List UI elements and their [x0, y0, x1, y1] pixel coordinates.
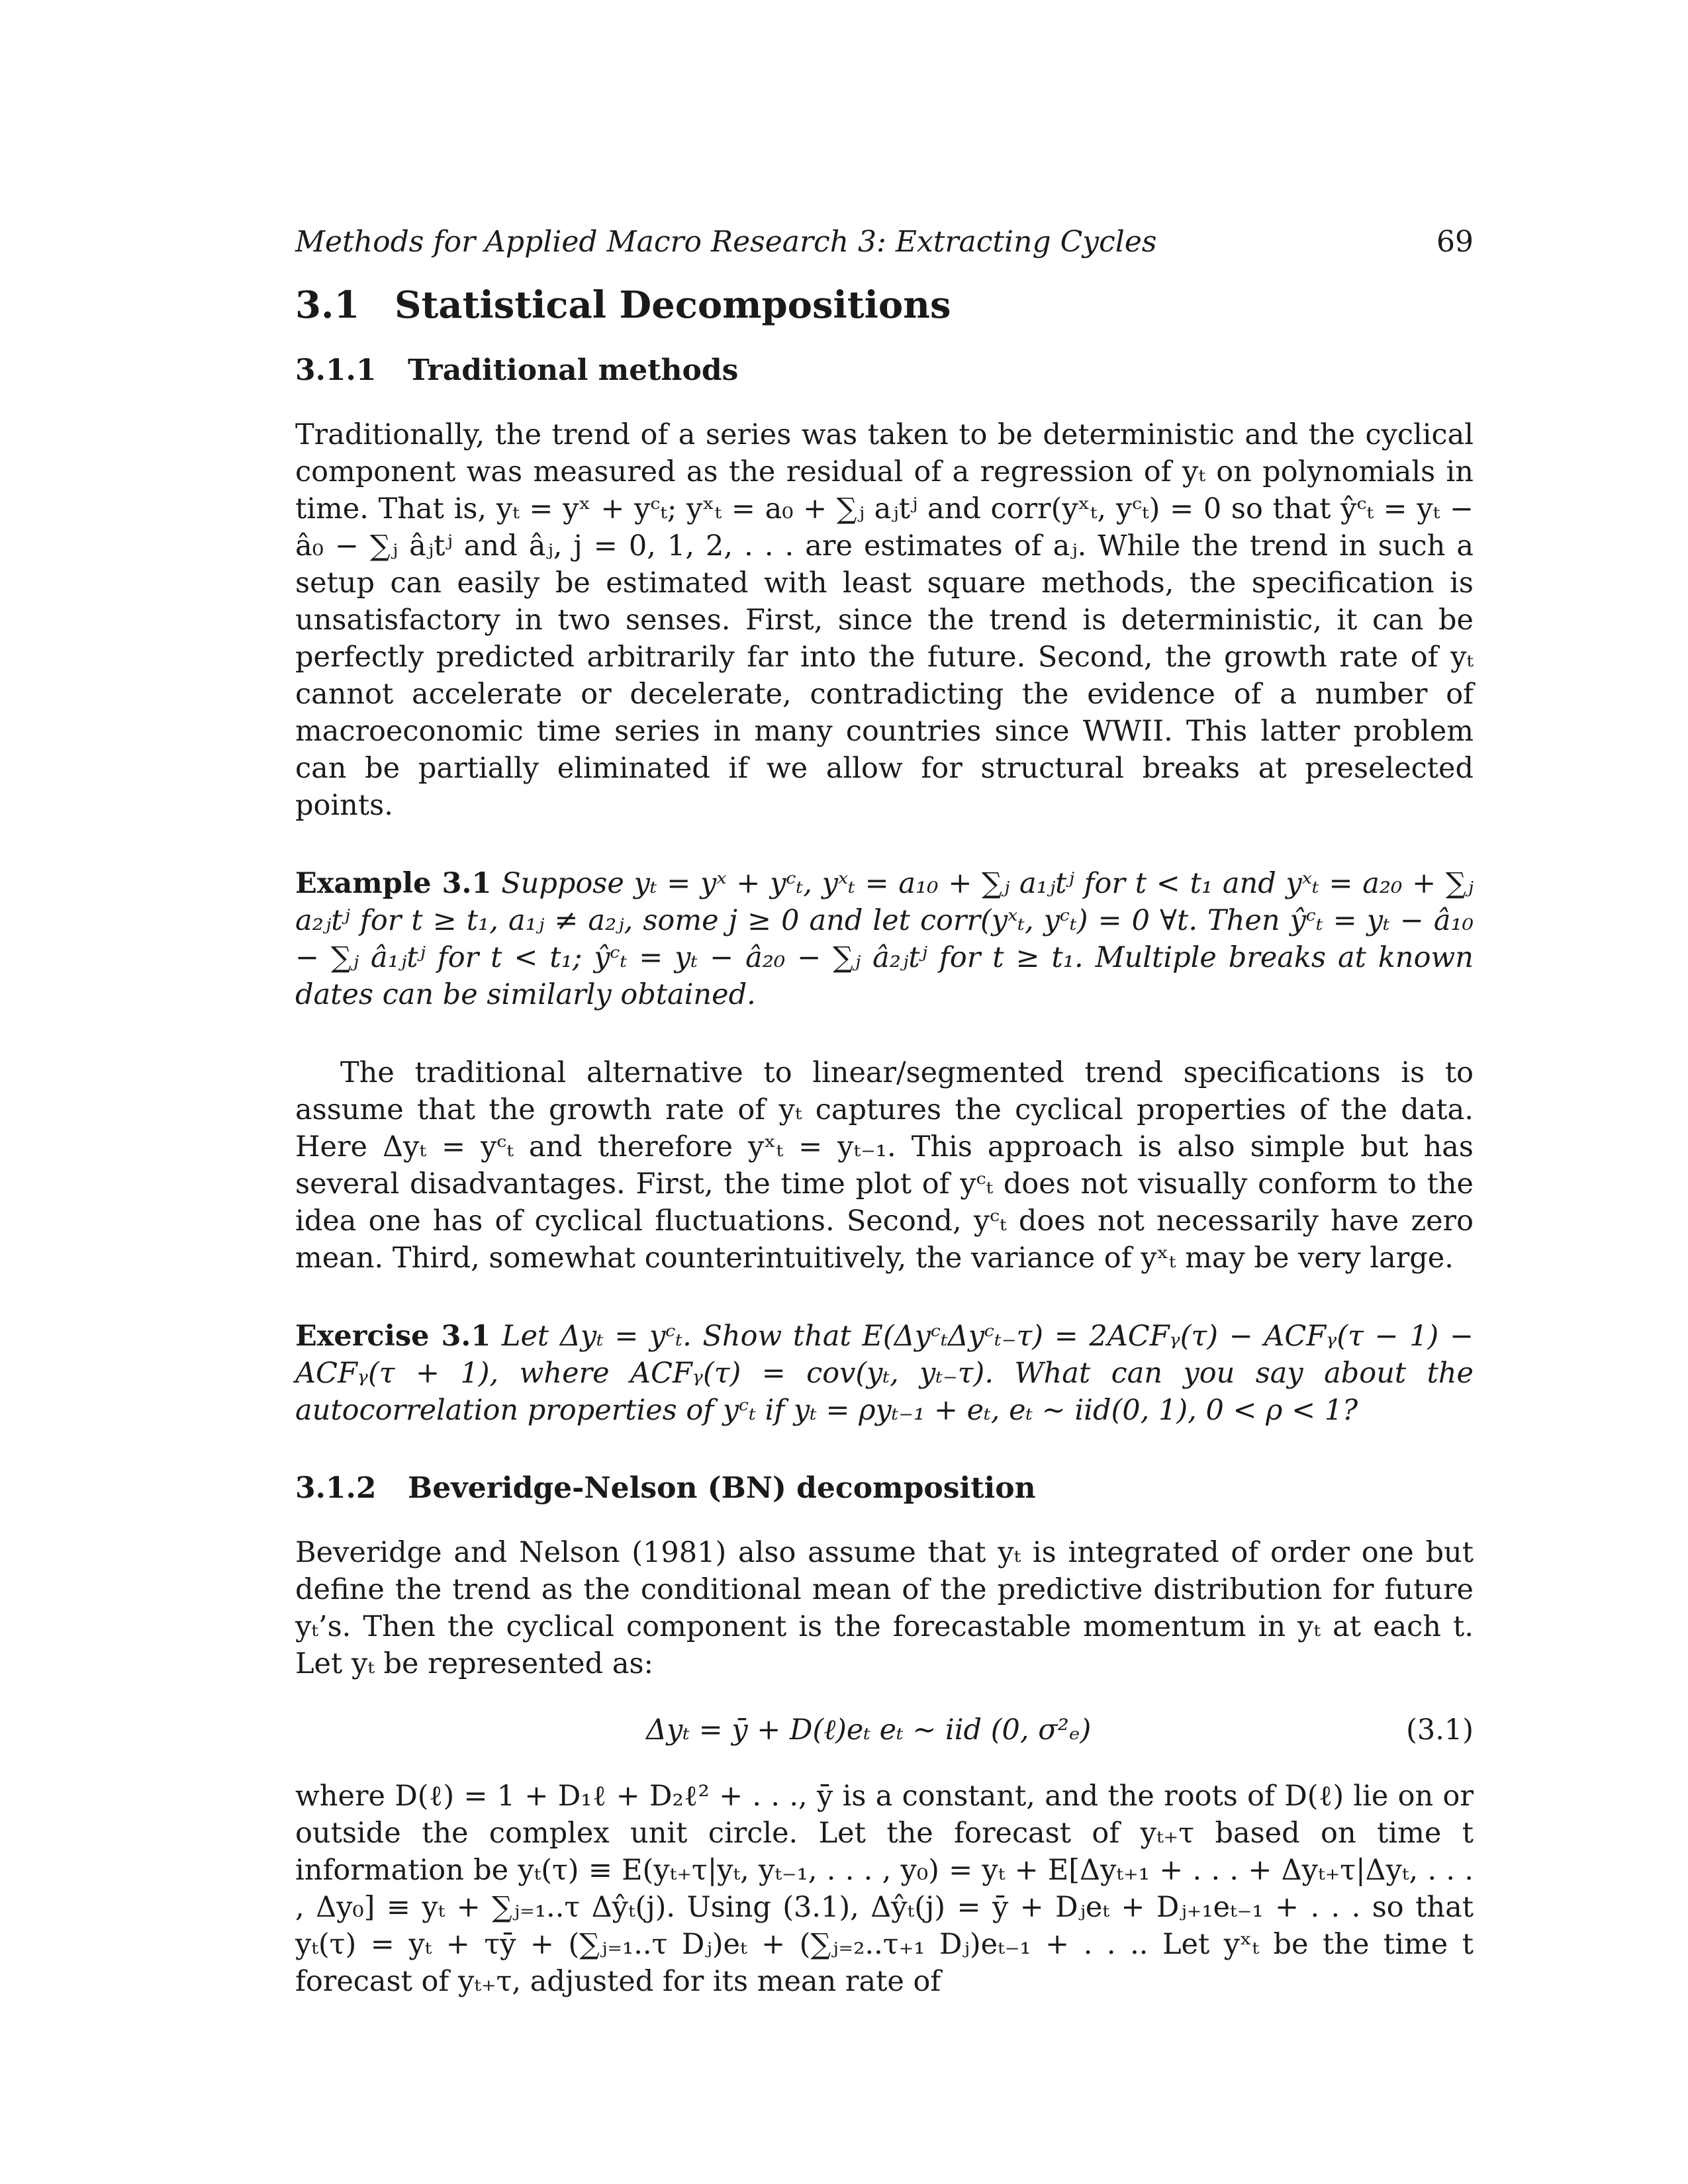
exercise-label: Exercise 3.1	[295, 1320, 491, 1353]
paragraph-growth-rate: The traditional alternative to linear/segmented trend specifications is to assume that the growth rate of yₜ captures the cyclical properties of the data. Here Δyₜ = yᶜₜ and therefore yˣₜ = yₜ₋₁. This approach is also simple but has several disadvantages. First, the time plot of yᶜₜ does not visually conform to the idea one has of cyclical fluctuations. Second, yᶜₜ does not necessarily have zero mean. Third, somewhat counterintuitively, the variance of yˣₜ may be very large.	[295, 1056, 1474, 1275]
subsection-heading-traditional	[295, 353, 1474, 387]
subsection-number: 3.1.2	[295, 1471, 377, 1505]
equation-number: (3.1)	[1406, 1713, 1474, 1747]
exercise-text: Let Δyₜ = yᶜₜ. Show that E(ΔyᶜₜΔyᶜₜ₋τ) = 2ACFᵧ(τ) − ACFᵧ(τ − 1) − ACFᵧ(τ + 1), where ACFᵧ(τ) = cov(yₜ, yₜ₋τ). What can you say about the autocorrelation properties of yᶜₜ if yₜ = ρyₜ₋₁ + eₜ, eₜ ∼ iid(0, 1), 0 < ρ < 1?	[295, 1320, 1474, 1427]
paragraph-bn-forecast: where D(ℓ) = 1 + D₁ℓ + D₂ℓ² + . . ., ȳ is a constant, and the roots of D(ℓ) lie on or outside the complex unit circle. Let the forecast of yₜ₊τ based on time t information be yₜ(τ) ≡ E(yₜ₊τ|yₜ, yₜ₋₁, . . . , y₀) = yₜ + E[Δyₜ₊₁ + . . . + Δyₜ₊τ|Δyₜ, . . . , Δy₀] ≡ yₜ + ∑ⱼ₌₁..τ Δŷₜ(j). Using (3.1), Δŷₜ(j) = ȳ + Dⱼeₜ + Dⱼ₊₁eₜ₋₁ + . . . so that yₜ(τ) = yₜ + τȳ + (∑ⱼ₌₁..τ Dⱼ)eₜ + (∑ⱼ₌₂..τ₊₁ Dⱼ)eₜ₋₁ + . . .. Let yˣₜ be the time t forecast of yₜ₊τ, adjusted for its mean rate of	[295, 1780, 1474, 1998]
example-text: Suppose yₜ = yˣ + yᶜₜ, yˣₜ = a₁₀ + ∑ⱼ a₁ⱼtʲ for t < t₁ and yˣₜ = a₂₀ + ∑ⱼ a₂ⱼtʲ for t ≥ t₁, a₁ⱼ ≠ a₂ⱼ, some j ≥ 0 and let corr(yˣₜ, yᶜₜ) = 0 ∀t. Then ŷᶜₜ = yₜ − â₁₀ − ∑ⱼ â₁ⱼtʲ for t < t₁; ŷᶜₜ = yₜ − â₂₀ − ∑ⱼ â₂ⱼtʲ for t ≥ t₁. Multiple breaks at known dates can be similarly obtained.	[295, 867, 1474, 1011]
paragraph-bn-intro: Beveridge and Nelson (1981) also assume that yₜ is integrated of order one but define the trend as the conditional mean of the predictive distribution for future yₜ’s. Then the cyclical component is the forecastable momentum in yₜ at each t. Let yₜ be represented as:	[295, 1536, 1474, 1680]
subsection-heading-bn	[295, 1471, 1474, 1505]
page	[295, 225, 1474, 2000]
equation-3-1	[295, 1711, 1474, 1749]
subsection-title: Traditional methods	[408, 353, 739, 387]
equation-body: Δyₜ = ȳ + D(ℓ)eₜ eₜ ∼ iid (0, σ²ₑ)	[646, 1713, 1092, 1747]
paragraph-traditional-methods: Traditionally, the trend of a series was taken to be deterministic and the cyclical component was measured as the residual of a regression of yₜ on polynomials in time. That is, yₜ = yˣ + yᶜₜ; yˣₜ = a₀ + ∑ⱼ aⱼtʲ and corr(yˣₜ, yᶜₜ) = 0 so that ŷᶜₜ = yₜ − â₀ − ∑ⱼ âⱼtʲ and âⱼ, j = 0, 1, 2, . . . are estimates of aⱼ. While the trend in such a setup can easily be estimated with least square methods, the specification is unsatisfactory in two senses. First, since the trend is deterministic, it can be perfectly predicted arbitrarily far into the future. Second, the growth rate of yₜ cannot accelerate or decelerate, contradicting the evidence of a number of macroeconomic time series in many countries since WWII. This latter problem can be partially eliminated if we allow for structural breaks at preselected points.	[295, 418, 1474, 822]
exercise-3-1	[295, 1318, 1474, 1429]
section-number: 3.1	[295, 283, 360, 327]
example-3-1	[295, 865, 1474, 1013]
section-title: Statistical Decompositions	[395, 283, 951, 327]
subsection-number: 3.1.1	[295, 353, 377, 387]
running-head	[295, 225, 1474, 265]
example-label: Example 3.1	[295, 867, 492, 900]
running-head-title: Methods for Applied Macro Research 3: Extracting Cycles	[295, 225, 1157, 259]
section-heading	[295, 283, 1474, 327]
page-number: 69	[1436, 225, 1474, 259]
subsection-title: Beveridge-Nelson (BN) decomposition	[408, 1471, 1036, 1505]
